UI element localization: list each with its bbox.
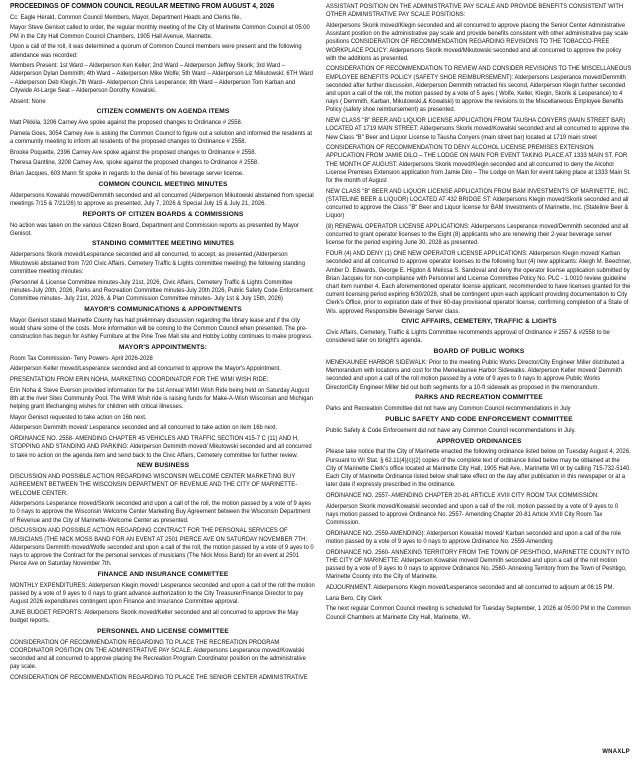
section-heading: CITIZEN COMMENTS ON AGENDA ITEMS [96, 108, 230, 116]
paragraph: CONSIDERATION OF RECOMMENDATION TO DENY ALCOHOL LICENSE PREMISES EXTENSION APPLICATION FROM JAMIE DILO – THE LODGE ON MAIN FOR EVENT TAKING PLACE AT 1333 MAIN ST. FOR THE MONTH OF AUGUST: Alderpersons Skorik moved/Klegin seconded and all concurred to deny the Alcohol License Premises Extension application from Jamie Dilo – The Lodge on Main for event taking place at 1333 Main St. for the month of August [326, 144, 631, 185]
paragraph: ORDINANCE NO. 2560- ANNEXING TERRITORY FROM THE TOWN OF PESHTIGO, MARINETTE COUNTY INTO THE CITY OF MARINETTE: Alderperson Kowalski moved/ Demmith seconded and upon a call of the roll motion passed by a vote of 9 ayes to 0 nays to approve Ordinance No. 2560- Annexing Territory from the Town of Peshtigo, Marinette County into the City of Marinette. [326, 548, 630, 581]
paragraph: Room Tax Commission- Terry Powers- April 2026-2028 [10, 354, 153, 362]
paragraph: CONSIDERATION OF RECOMMENDATION TO REVIEW AND CONSIDER REVISIONS TO THE MISCELLANEOUS EMPLOYEE BENEFITS POLICY (SAFETY SHOE REIMBURSEMENT): Alderpersons Lesperance moved/Demmith seconded after further discussion, Alderperson Demmith retracted his second, Alderperson Klegin further seconded and upon a call of the roll, the motion passed by a vote of 5 ayes ( Wolfe, Keller, Klegin, Skorik & Lesperance) to 4 nays ( Demmith, Karban, Mikutowski,& Kowalski) to approve the revisions to the Miscellaneous Employee Benefits Policy (safety shoe reimbursement) as presented. [326, 65, 632, 114]
paragraph: Absent: None [10, 97, 46, 105]
paragraph: Mayor Steve Genisot called to order, the regular monthly meeting of the City of Marinette Common Council at 05:00 PM in the City Hall Common Council Chambers, 1905 Hall Avenue, Marinette. [10, 24, 310, 40]
footer-code: WNAXLP [602, 749, 630, 755]
paragraph: Alderperson Keller moved/Lesperance seconded and all concurred to approve the Mayor's Appointment. [10, 365, 281, 373]
paragraph: Alderpersons Kowalski moved/Demmith seconded and all concurred (Alderperson Mikutowski abstained from special meetings 7/15 & 7/21/26) to approve as presented, July 7, 2026 & Special July 15 & July 21, 2026. [10, 191, 314, 207]
paragraph: ORDINANCE NO. 2558- AMENDING CHAPTER 45 VEHICLES AND TRAFFIC SECTION 415-7 C (11) AND H, STOPPING AND STANDING AND PARKING: Alderperson Demmith moved/ Mikutowski seconded and all concurred to take no action on the agenda item and send back to the Civic Affairs, Cemetery committee for further review. [10, 435, 312, 459]
paragraph: FOUR (4) AND DENY (1) ONE NEW OPERATOR LICENSE APPLICATIONS: Alderperson Klegin moved/ Karban seconded and all concurred to approve operator licenses to the following four (4) new applicants: Aleigh M. Beechner, Amber D. Edwards, George E. Higdon & Melissa S. Sandoval and deny the operator license application submitted by Brian Jacques for non-compliance with Personnel and License Committee Policy No. PLC - 1.0010 review guideline chart item number 4. Each aforementioned operator license applicant, recommended to have licenses granted for the current licensing period expiring 6/30/2028, shall be contingent upon each applicant providing documentation to City Clerk's Office, prior to expiration date of their 60-day provisional operator license, confirming completion of a State of Wis. approved Responsible Beverage Server class. [326, 250, 632, 315]
paragraph: ASSISTANT POSITION ON THE ADMINISTRATIVE PAY SCALE AND PROVIDE BENEFITS CONSISTENT WITH OTHER ADMINISTRATIVE PAY SCALE POSITIONS: [326, 3, 624, 19]
paragraph: Mayor Genisot requested to take action on 16b next. [10, 413, 147, 421]
paragraph: DISCUSSION AND POSSIBLE ACTION REGARDING CONTRACT FOR THE PERSONAL SERVICES OF MUSICIANS (THE NICK MOSS BAND FOR AN EVENT AT 2501 PIERCE AVE ON SATURDAY NOVEMBER 7TH: Alderpersons Demmith moved/Wolfe seconded and upon a call of the roll, the motion passed by a vote of 9 ayes to 0 nays to approve the Contract for the personal services of musicians (The Nick Moss Band) for an event at 2501 Pierce Ave on Saturday November 7th. [10, 527, 314, 568]
paragraph: NEW CLASS "B" BEER AND LIQUOR LICENSE APPLICATION FROM TAUSHA CONYERS (MAIN STREET BAR) LOCATED AT 1719 MAIN STREET: Alderpersons Skorik moved/Kowalski seconded and all concurred to approve the New Class "B" Beer and Liquor License to Tausha Conyers (main street bar) located at 1719 main street [326, 117, 630, 141]
paragraph: Pamela Goes, 3054 Carney Ave is asking the Common Council to figure out a solution and informed the residents at a community meeting to inform all residents of the proposed changes to Ordinance # 2558. [10, 129, 312, 146]
section-heading: REPORTS OF CITIZEN BOARDS & COMMISSIONS [82, 210, 244, 218]
paragraph: Brooke Poquette, 2396 Carney Ave spoke against the proposed changes to Ordinance # 2558. [10, 148, 257, 156]
paragraph: Alderpersons Skorik moved/Klegin seconded and all concurred to approve placing the Senior Center Administrative Assistant position on the administrative pay scale and provide benefits consistent with other administrative pay scale positions CONSIDERATION OF RECOMMENDATION REGARDING REVISIONS TO THE TOBACCO-FREE WORKPLACE POLICY: Alderpersons Skorik moved/Mikutowski seconded and all concurred to approve the policy with the additions as presented. [326, 21, 629, 62]
paragraph: Erin Noha & Steve Everson provided information for the 1st Annual WIMI Wish Ride being held on Saturday August 8th at the river Sites Community Pool. The WIMI Wish ride is raising funds for Make-A-Wish Wisconsin and Michigan helping grant lifechanging wishes for children with critical illnesses. [10, 386, 313, 411]
paragraph: DISCUSSION AND POSSIBLE ACTION REGARDING WISCONSIN WELCOME CENTER MARKETING BUY AGREEMENT BETWEEN THE WISCONSIN DEPARTMENT OF REVENUE AND THE CITY OF MARINETTE-WELCOME CENTER. [10, 473, 298, 497]
paragraph: (Personnel & License Committee minutes-July 21st, 2026, Civic Affairs, Cemetery Traffic & Lights Committee minutes-July 20th, 2026, Parks and Recreation Committee minutes-July 20th 2026, Public Safety Code Enforcement Committee minutes- July 21st, 2026, & Plan Commission Committee minutes- July 1st & July 15th, 2026) [10, 278, 313, 302]
paragraph: Upon a call of the roll, it was determined a quorum of Common Council members were present and the following attendance was recorded: [10, 43, 302, 59]
paragraph: ORDINANCE NO. 2559-AMENDING): Alderperson Kowalski moved/ Karban seconded and upon a call of the role motion passed by a vote of 9 ayes to 0 nays to approve Ordinance No. 2559-Amending [326, 529, 621, 545]
section-heading: PERSONNEL AND LICENSE COMMITTEE [97, 627, 229, 635]
section-heading: MAYOR'S APPOINTMENTS: [118, 343, 208, 351]
paragraph: CONSIDERATION OF RECOMMENDATION REGARDING TO PLACE THE RECREATION PROGRAM COORDINATOR POSITION ON THE ADMINISTRATIVE PAY SCALE: Alderpersons Lesperance moved/Kowalski seconded and all concurred to approve placing the Recreation Program Coordinator position on the administrative pay scale. [10, 638, 306, 671]
paragraph: Mayor Genisot stated Marinette County has had preliminary discussion regarding the library lease and if the city would share some of the costs. More information will be coming to the Common Council when presented. The pre-construction has begun for Ashley Furniture at the Pine Tree Mall site and Hobby Lobby continues to make progress. [10, 316, 313, 340]
paragraph: Alderperson Demmith moved/ Lesperance seconded and all concurred to take action on item 16b next. [10, 424, 278, 432]
paragraph: (8) RENEWAL OPERATOR LICENSE APPLICATIONS: Alderpersons Lesperance moved/Demmith seconded and all concurred to grant operator licenses to the Eight (8) applicants who are renewing their 2-year beverage server license for the period expiring June 30, 2028 as presented. [326, 223, 629, 247]
paragraph: Civic Affairs, Cemetery, Traffic & Lights Committee recommends approval of Ordinance # 2557 & #2558 to be considered later on tonight's agenda. [326, 329, 610, 345]
public-notice-page [4, 3, 636, 757]
paragraph: Brian Jacques, 603 Mann St spoke in regards to the denial of his beverage server license. [10, 170, 244, 178]
right-column [326, 3, 632, 755]
paragraph: PRESENTATION FROM ERIN NOHA, MARKETING COORDINATOR FOR THE WIMI WISH RIDE: [10, 375, 269, 383]
paragraph: JUNE BUDGET REPORTS: Alderpersons Skorik moved/Keller seconded and all concurred to approve the May budget reports. [10, 608, 299, 625]
paragraph: Cc: Eagle Herald, Common Council Members, Mayor, Department Heads and Clerks file. [10, 13, 242, 21]
section-heading: BOARD OF PUBLIC WORKS [433, 348, 525, 356]
paragraph: Please take notice that the City of Marinette enacted the following ordinance listed below on Tuesday August 4, 2026. Pursuant to WI Stat. § 62.11(4)(c)(2) copies of the complete text of ordinance listed below may be obtained at the City of Marinette Clerk's office located at Marinette City Hall, 1905 Hall Ave., Marinette WI or by calling 715-732-5140. Each City of Marinette Ordinance listed below shall take effect on the day after publication in this newspaper or at a later date if expressly prescribed in the ordinance. [326, 448, 631, 489]
paragraph: Alderpersons Skorik moved/Lesperance seconded and all concurred, to accept, as presented,(Alderperson Mikutowski abstained from 7/20 Civic Affairs, Cemetery Traffic & Lights committee meeting) the following standing committee meeting minutes: [10, 251, 305, 275]
section-heading: COMMON COUNCIL MEETING MINUTES [98, 180, 228, 188]
section-heading: STANDING COMMITTEE MEETING MINUTES [91, 240, 235, 248]
paragraph: Members Present: 1st Ward – Alderperson Ken Keller; 2nd Ward – Alderperson Jeffrey Skorik; 3rd Ward – Alderperson Dylan Demmith; 4th Ward – Alderperson Mike Wolfe; 5th Ward – Alderperson Liz Mikutowski; 6TH Ward – Alderperson Deb Klegin.7th Ward– Alderperson Chris Lesperance; 8th Ward – Alderperson Tom Karban and Citywide At-Large Seat – Alderperson Dorothy Kowalski. [10, 62, 313, 94]
paragraph: Matt Pikkila, 3206 Carney Ave spoke against the proposed changes to Ordinance # 2558. [10, 119, 243, 127]
paragraph: MENEKAUNEE HARBOR SIDEWALK: Prior to the meeting Public Works Director/City Engineer Miller distributed a Memorandum with locations and cost for the Menekaunee Harbor Sidewalks. Alderperson Keller moved/ Demmith seconded and upon a call of the roll motion passed by a vote of 9 ayes to 0 nays to approve Public Works Director/City Engineer Miller bid out both segments for a 10-ft sidewalk as proposed in the memorandum. [326, 359, 625, 391]
paragraph: Lana Bero, City Clerk [326, 594, 382, 602]
paragraph: Parks and Recreation Committee did not have any Common Council recommendations in July [326, 405, 571, 413]
paragraph: ORDINANCE NO. 2557- AMENDING CHAPTER 20-81 ARTICLE XVIII CITY ROOM TAX COMMISSION: [326, 491, 599, 499]
paragraph: The next regular Common Council meeting is scheduled for Tuesday September, 1 2026 at 05:00 PM in the Common Council Chambers at Marinette City Hall, Marinette, WI. [326, 605, 631, 621]
section-heading: MAYOR'S COMMUNICATIONS & APPOINTMENTS [84, 305, 242, 313]
section-heading: NEW BUSINESS [136, 462, 190, 470]
section-heading: FINANCE AND INSURANCE COMMITTEE [97, 570, 229, 578]
paragraph: ADJOURNMENT: Alderpersons Klegin moved/Lesperance seconded and all concurred to adjourn at 06:15 PM. [326, 584, 615, 592]
section-heading: APPROVED ORDINANCES [436, 437, 522, 445]
left-column [10, 3, 316, 755]
paragraph: Public Safety & Code Enforcement did not have any Common Council recommendations in July. [326, 426, 576, 434]
section-heading: PARKS AND RECREATION COMMITTEE [415, 394, 543, 402]
paragraph: No action was taken on the various Citizen Board, Department and Commission reports as presented by Mayor Genisot. [10, 221, 300, 237]
paragraph: Alderperson Skorik moved/Kowalski seconded and upon a call of the roll, motion passed by a vote of 9 ayes to 0 nays motion passed to approve Ordinance No. 2557- Amending Chapter 20-81 Article XVIII City Room Tax Commission. [326, 502, 618, 527]
document-title: PROCEEDINGS OF COMMON COUNCIL REGULAR MEETING FROM AUGUST 4, 2026 [10, 3, 275, 10]
paragraph: MONTHLY EXPENDITURES: Alderperson Klegin moved/ Lesperance seconded and upon a call of the roll the motion passed by a vote of 9 ayes to 0 nays to grant advance authorization to the City Treasurer/Finance Director to pay August 2026 expenditures contingent upon Finance and Insurance Committee approval. [10, 581, 315, 606]
paragraph: Alderpersons Lesperance moved/Skorik seconded and upon a call of the roll, the motion passed by a vote of 9 ayes to 0 nays to approve the Wisconsin Welcome Center Marketing Buy Agreement between the Wisconsin Department of Revenue and the City of Marinette-Welcome Center as presented. [10, 500, 311, 524]
paragraph: CONSIDERATION OF RECOMMENDATION REGARDING TO PLACE THE SENIOR CENTER ADMINISTRATIVE [10, 674, 308, 682]
paragraph: NEW CLASS "B" BEER AND LIQUOR LICENSE APPLICATION FROM BAM INVESTMENTS OF MARINETTE, INC. (STATELINE BEER & LIQUOR) LOCATED AT 432 BRIDGE ST: Alderpersons Klegin moved/Skorik seconded and all concurred to approve the Class "B" Beer and Liquor license for BAM Investments of Marinette, Inc. (Stateline Beer & Liquor) [326, 187, 630, 220]
paragraph: Theresa Dantline, 3208 Carney Ave, spoke against the proposed changes to Ordinance # 2558. [10, 159, 259, 167]
section-heading: CIVIC AFFAIRS, CEMETERY, TRAFFIC & LIGHTS [401, 318, 557, 326]
section-heading: PUBLIC SAFETY AND CODE ENFORCEMENT COMMITTEE [385, 415, 573, 423]
